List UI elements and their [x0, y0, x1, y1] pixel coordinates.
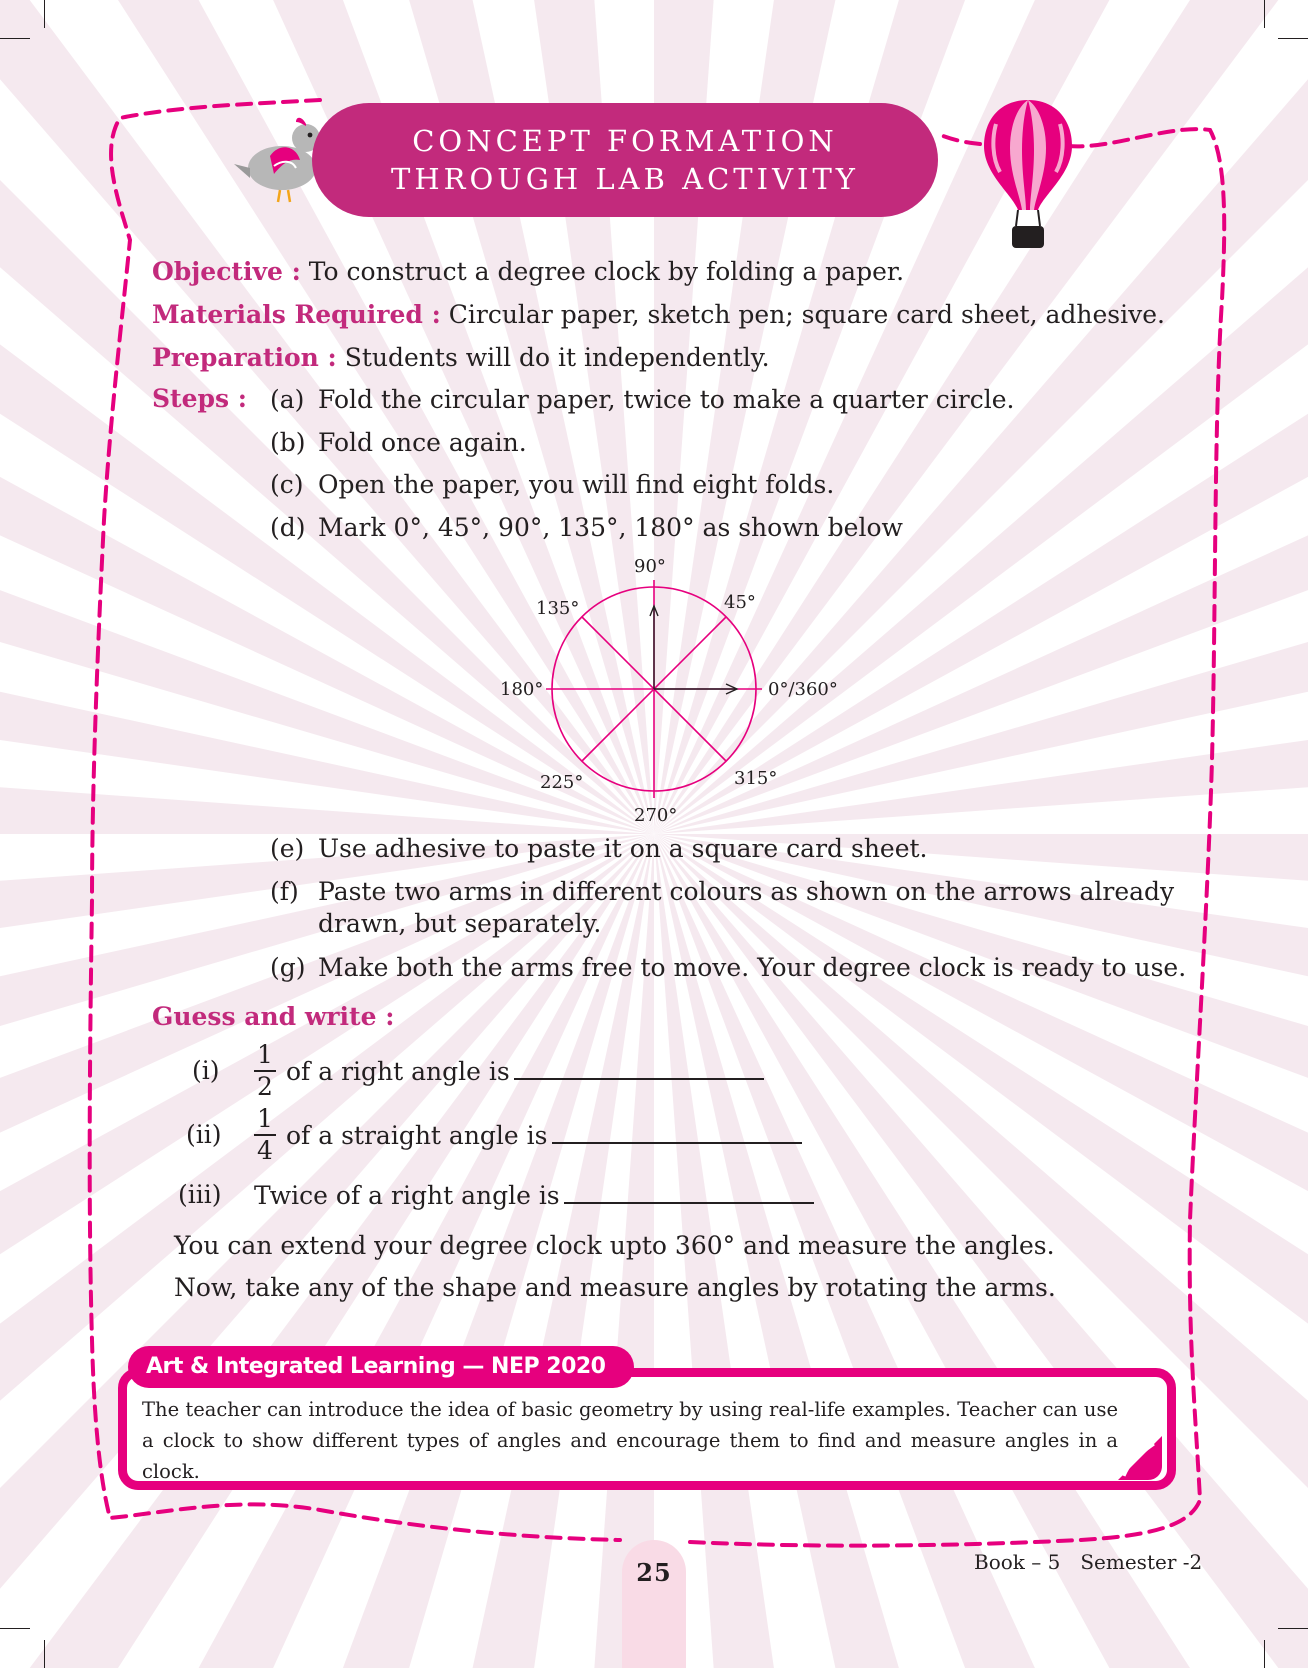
step-text: Open the paper, you will find eight folds. [318, 470, 835, 499]
materials-row [152, 299, 1165, 331]
step-text: Fold the circular paper, twice to make a quarter circle. [318, 385, 1015, 414]
preparation-label: Preparation : [152, 343, 337, 372]
step-text: Use adhesive to paste it on a square card sheet. [318, 834, 928, 863]
fraction-numerator: 1 [257, 1040, 273, 1069]
footer-book-info [974, 1550, 1202, 1574]
closing-line-1: You can extend your degree clock upto 360° and measure the angles. [174, 1231, 1055, 1260]
step-g [270, 952, 1186, 984]
step-key: (a) [270, 385, 305, 414]
step-f-continued [318, 908, 601, 940]
step-key: (b) [270, 428, 306, 457]
banner-line-2: THROUGH LAB ACTIVITY [391, 162, 859, 196]
label-90: 90° [634, 556, 666, 577]
fraction-numerator: 1 [257, 1104, 273, 1133]
step-text: Mark 0°, 45°, 90°, 135°, 180° as shown below [318, 513, 903, 542]
crop-mark [0, 38, 30, 39]
objective-label: Objective : [152, 257, 301, 286]
objective-row [152, 256, 904, 288]
answer-blank[interactable] [552, 1120, 802, 1144]
question-text: of a straight angle is [286, 1121, 548, 1150]
page-number: 25 [636, 1558, 672, 1587]
question-1 [286, 1056, 764, 1086]
step-key: (d) [270, 513, 306, 542]
step-d [270, 512, 903, 544]
step-f [270, 876, 1174, 908]
steps-label: Steps : [152, 384, 247, 413]
footer-semester: Semester -2 [1080, 1550, 1203, 1574]
ail-title: Art & Integrated Learning — NEP 2020 [128, 1346, 634, 1388]
fraction-half [254, 1042, 276, 1100]
label-180: 180° [500, 679, 544, 700]
crop-mark [1264, 0, 1265, 28]
step-key: (f) [270, 877, 299, 906]
answer-blank[interactable] [514, 1056, 764, 1080]
step-key: (e) [270, 834, 305, 863]
step-c [270, 469, 834, 501]
question-number: (iii) [178, 1180, 222, 1209]
question-2 [286, 1120, 802, 1150]
label-225: 225° [540, 772, 584, 793]
step-key: (c) [270, 470, 304, 499]
preparation-text: Students will do it independently. [344, 343, 770, 372]
banner-line-1: CONCEPT FORMATION [412, 124, 838, 158]
step-text: Paste two arms in different colours as shown on the arrows already [318, 877, 1175, 906]
materials-label: Materials Required : [152, 300, 441, 329]
label-0-360: 0°/360° [768, 679, 838, 700]
step-text: Make both the arms free to move. Your degree clock is ready to use. [318, 953, 1187, 982]
label-315: 315° [734, 768, 778, 789]
page-curl-icon [1118, 1436, 1162, 1480]
fraction-denominator: 4 [257, 1136, 273, 1165]
step-a [270, 384, 1014, 416]
question-text: of a right angle is [286, 1057, 510, 1086]
crop-mark [0, 1628, 30, 1629]
label-135: 135° [536, 598, 580, 619]
crop-mark [1264, 1640, 1265, 1668]
preparation-row [152, 342, 770, 374]
question-number: (i) [192, 1056, 220, 1085]
crop-mark [44, 1640, 45, 1668]
label-270: 270° [634, 805, 678, 826]
step-b [270, 427, 527, 459]
degree-clock-diagram [490, 548, 850, 830]
answer-blank[interactable] [564, 1180, 814, 1204]
crop-mark [1278, 1628, 1308, 1629]
materials-text: Circular paper, sketch pen; square card sheet, adhesive. [448, 300, 1165, 329]
step-text: Fold once again. [318, 428, 527, 457]
crop-mark [1278, 38, 1308, 39]
question-number: (ii) [186, 1120, 222, 1149]
footer-book: Book – 5 [974, 1550, 1061, 1574]
hot-air-balloon-icon [982, 98, 1074, 250]
ail-text: The teacher can introduce the idea of basic geometry by using real-life examples. Teacher can use a clock to show different types of angles and encourage them to find and measure angles in a clock. [142, 1398, 1118, 1483]
step-text: drawn, but separately. [318, 909, 602, 938]
title-banner [312, 103, 938, 217]
fraction-quarter [254, 1106, 276, 1164]
guess-heading: Guess and write : [152, 1002, 395, 1031]
objective-text: To construct a degree clock by folding a paper. [308, 257, 905, 286]
label-45: 45° [724, 592, 756, 613]
step-key: (g) [270, 953, 306, 982]
question-text: Twice of a right angle is [254, 1181, 560, 1210]
crop-mark [44, 0, 45, 28]
fraction-denominator: 2 [257, 1072, 273, 1101]
step-e [270, 833, 928, 865]
closing-line-2: Now, take any of the shape and measure angles by rotating the arms. [174, 1273, 1056, 1302]
question-3 [254, 1180, 814, 1210]
